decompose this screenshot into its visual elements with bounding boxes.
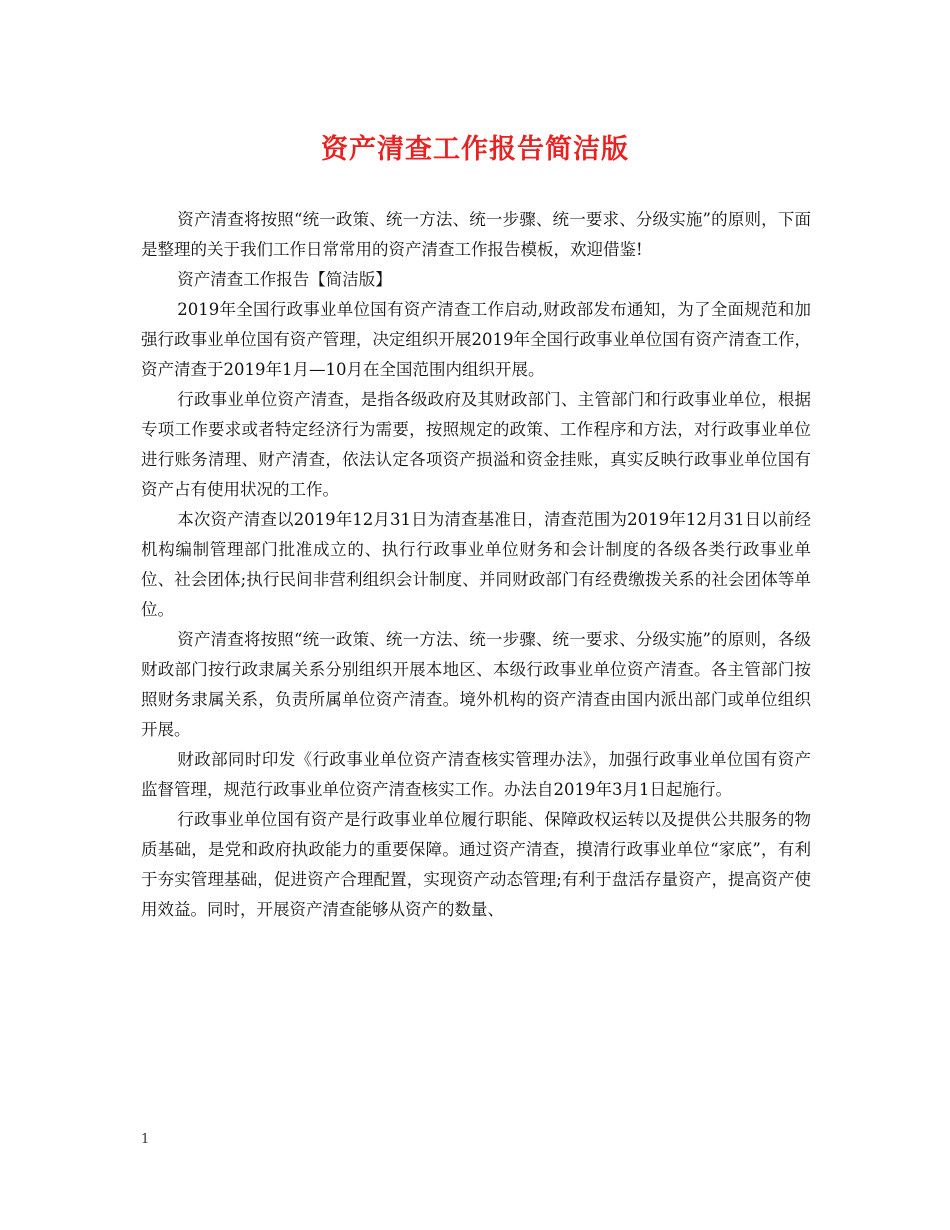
paragraph-principles: 资产清查将按照“统一政策、统一方法、统一步骤、统一要求、分级实施”的原则，各级财政部门按行政隶属关系分别组织开展本地区、本级行政事业单位资产清查。各主管部门按照财务隶属关系，负责所属单位资产清查。境外机构的资产清查由国内派出部门或单位组织开展。	[141, 630, 811, 739]
page-number: 1	[141, 1132, 150, 1147]
paragraph-launch: 2019年全国行政事业单位国有资产清查工作启动,财政部发布通知，为了全面规范和加强行政事业单位国有资产管理，决定组织开展2019年全国行政事业单位国有资产清查工作，资产清查于2019年1月—10月在全国范围内组织开展。	[141, 300, 811, 379]
paragraph-intro: 资产清查将按照“统一政策、统一方法、统一步骤、统一要求、分级实施”的原则，下面是整理的关于我们工作日常常用的资产清查工作报告模板，欢迎借鉴!	[141, 210, 811, 259]
paragraph-scope: 本次资产清查以2019年12月31日为清查基准日，清查范围为2019年12月31日以前经机构编制管理部门批准成立的、执行行政事业单位财务和会计制度的各级各类行政事业单位、社会团体;执行民间非营利组织会计制度、并同财政部门有经费缴拨关系的社会团体等单位。	[141, 510, 811, 619]
document-title: 资产清查工作报告简洁版	[321, 134, 629, 165]
document-body	[141, 205, 811, 925]
paragraph-subtitle: 资产清查工作报告【简洁版】	[177, 270, 392, 289]
paragraph-regulation: 财政部同时印发《行政事业单位资产清查核实管理办法》，加强行政事业单位国有资产监督管理，规范行政事业单位资产清查核实工作。办法自2019年3月1日起施行。	[141, 750, 811, 799]
paragraph-significance: 行政事业单位国有资产是行政事业单位履行职能、保障政权运转以及提供公共服务的物质基础，是党和政府执政能力的重要保障。通过资产清查，摸清行政事业单位“家底”，有利于夯实管理基础，促进资产合理配置，实现资产动态管理;有利于盘活存量资产，提高资产使用效益。同时，开展资产清查能够从资产的数量、	[141, 810, 811, 919]
paragraph-definition: 行政事业单位资产清查，是指各级政府及其财政部门、主管部门和行政事业单位，根据专项工作要求或者特定经济行为需要，按照规定的政策、工作程序和方法，对行政事业单位进行账务清理、财产清查，依法认定各项资产损溢和资金挂账，真实反映行政事业单位国有资产占有使用状况的工作。	[141, 390, 811, 499]
